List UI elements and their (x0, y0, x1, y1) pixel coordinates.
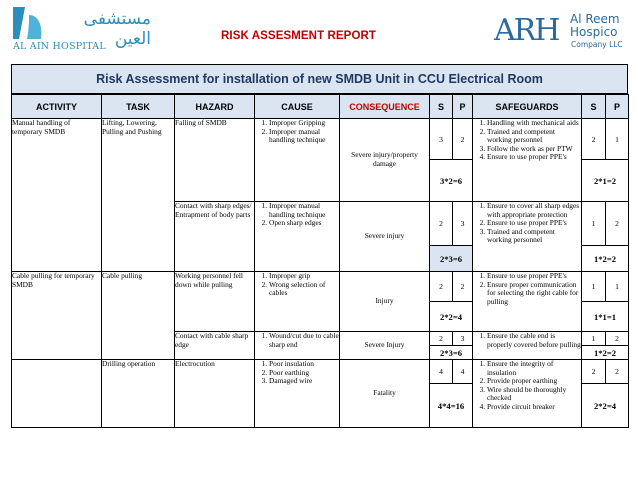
cause-item: 2. Poor earthing (269, 369, 339, 378)
table-row (12, 272, 629, 302)
safeguard-item: 3. Wire should be thoroughly checked (487, 386, 581, 403)
safeguard-item: 2. Ensure to use proper PPE's (487, 219, 581, 228)
cause-item: 1. Improper grip (269, 272, 339, 281)
safeguards-cell (473, 119, 582, 202)
safeguard-item: 4. Provide circuit breaker (487, 403, 581, 412)
residual-probability-value: 2 (606, 202, 629, 246)
consequence-cell: Severe injury/property damage (340, 119, 430, 202)
probability-value: 4 (453, 360, 473, 384)
hazard-cell: Contact with cable sharp edge (175, 332, 255, 360)
hazard-cell: Falling of SMDB (175, 119, 255, 202)
probability-value: 2 (453, 119, 473, 160)
residual-risk-score: 2*1=2 (582, 160, 629, 202)
activity-cell (12, 360, 102, 428)
risk-score: 2*2=4 (430, 302, 473, 332)
cause-item: 1. Improper Gripping (269, 119, 339, 128)
safeguard-item: 2. Ensure proper communication for selecting the right cable for pulling (487, 281, 581, 307)
residual-risk-score: 1*2=2 (582, 246, 629, 272)
cause-cell (255, 332, 340, 360)
company-name-line1: Al Reem (570, 12, 620, 26)
consequence-cell: Severe Injury (340, 332, 430, 360)
activity-cell: Manual handling of temporary SMDB (12, 119, 102, 272)
residual-probability-value: 1 (606, 119, 629, 160)
residual-severity-value: 2 (582, 119, 606, 160)
probability-value: 3 (453, 332, 473, 346)
consequence-cell: Fatality (340, 360, 430, 428)
severity-value: 3 (430, 119, 453, 160)
table-row (12, 119, 629, 160)
safeguards-cell (473, 360, 582, 428)
column-header-probability: P (453, 95, 473, 119)
safeguard-item: 2. Provide proper earthing (487, 377, 581, 386)
hospital-arabic-name: مستشفى العين (83, 9, 151, 49)
hospital-name: AL AIN HOSPITAL (13, 41, 106, 52)
risk-assessment-table (11, 94, 629, 428)
residual-risk-score: 1*2=2 (582, 346, 629, 360)
column-header-safeguards: SAFEGUARDS (473, 95, 582, 119)
report-title: RISK ASSESMENT REPORT (221, 30, 377, 42)
risk-score: 3*2=6 (430, 160, 473, 202)
safeguard-item: 3. Trained and competent working personnel (487, 228, 581, 245)
cause-item: 2. Improper manual handling technique (269, 128, 339, 145)
task-cell: Cable pulling (102, 272, 175, 360)
safeguard-item: 1. Ensure to use proper PPE's (487, 272, 581, 281)
column-header-cause: CAUSE (255, 95, 340, 119)
cause-cell (255, 272, 340, 332)
activity-cell: Cable pulling for temporary SMDB (12, 272, 102, 360)
column-header-consequence: CONSEQUENCE (340, 95, 430, 119)
company-name-line3: Company LLC (571, 40, 623, 49)
severity-value: 2 (430, 272, 453, 302)
severity-value: 2 (430, 202, 453, 246)
cause-item: 1. Poor insulation (269, 360, 339, 369)
safeguard-item: 1. Ensure the cable end is properly covered before pulling (487, 332, 581, 349)
company-mark: ARH (494, 13, 559, 48)
risk-score: 4*4=16 (430, 384, 473, 428)
residual-severity-value: 2 (582, 360, 606, 384)
assessment-title: Risk Assessment for installation of new SMDB Unit in CCU Electrical Room (11, 64, 628, 94)
cause-item: 2. Open sharp edges (269, 219, 339, 228)
table-row (12, 360, 629, 384)
cause-item: 1. Wound/cut due to cable sharp end (269, 332, 339, 349)
safeguard-item: 1. Handling with mechanical aids (487, 119, 581, 128)
column-header-residual-severity: S (582, 95, 606, 119)
cause-item: 1. Improper manual handling technique (269, 202, 339, 219)
hazard-cell: Electrocution (175, 360, 255, 428)
severity-value: 4 (430, 360, 453, 384)
al-reem-hospico-logo (494, 13, 630, 53)
residual-probability-value: 1 (606, 272, 629, 302)
safeguard-item: 1. Ensure the integrity of insulation (487, 360, 581, 377)
safeguard-item: 3. Follow the work as per PTW (487, 145, 581, 154)
hazard-cell: Contact with sharp edges/ Entrapment of body parts (175, 202, 255, 272)
column-header-severity: S (430, 95, 453, 119)
safeguards-cell (473, 272, 582, 332)
safeguard-item: 1. Ensure to cover all sharp edges with appropriate protection (487, 202, 581, 219)
probability-value: 2 (453, 272, 473, 302)
risk-score: 2*3=6 (430, 246, 473, 272)
cause-cell (255, 119, 340, 202)
severity-value: 2 (430, 332, 453, 346)
residual-probability-value: 2 (606, 332, 629, 346)
consequence-cell: Severe injury (340, 202, 430, 272)
cause-cell (255, 202, 340, 272)
residual-risk-score: 2*2=4 (582, 384, 629, 428)
risk-score: 2*3=6 (430, 346, 473, 360)
column-header-task: TASK (102, 95, 175, 119)
safeguards-cell (473, 332, 582, 360)
residual-severity-value: 1 (582, 202, 606, 246)
residual-severity-value: 1 (582, 332, 606, 346)
residual-probability-value: 2 (606, 360, 629, 384)
company-name-line2: Hospico (570, 25, 618, 39)
cause-item: 3. Damaged wire (269, 377, 339, 386)
residual-severity-value: 1 (582, 272, 606, 302)
cause-item: 2. Wrong selection of cables (269, 281, 339, 298)
task-cell: Drilling operation (102, 360, 175, 428)
column-header-residual-probability: P (606, 95, 629, 119)
table-header-row (12, 95, 629, 119)
consequence-cell: Injury (340, 272, 430, 332)
residual-risk-score: 1*1=1 (582, 302, 629, 332)
column-header-activity: ACTIVITY (12, 95, 102, 119)
column-header-hazard: HAZARD (175, 95, 255, 119)
probability-value: 3 (453, 202, 473, 246)
safeguard-item: 2. Trained and competent working personnel (487, 128, 581, 145)
cause-cell (255, 360, 340, 428)
safeguards-cell (473, 202, 582, 272)
hazard-cell: Working personnel fell down while pulling (175, 272, 255, 332)
al-ain-hospital-logo (11, 5, 151, 52)
safeguard-item: 4. Ensure to use proper PPE's (487, 153, 581, 162)
task-cell: Lifting, Lowering, Pulling and Pushing (102, 119, 175, 272)
